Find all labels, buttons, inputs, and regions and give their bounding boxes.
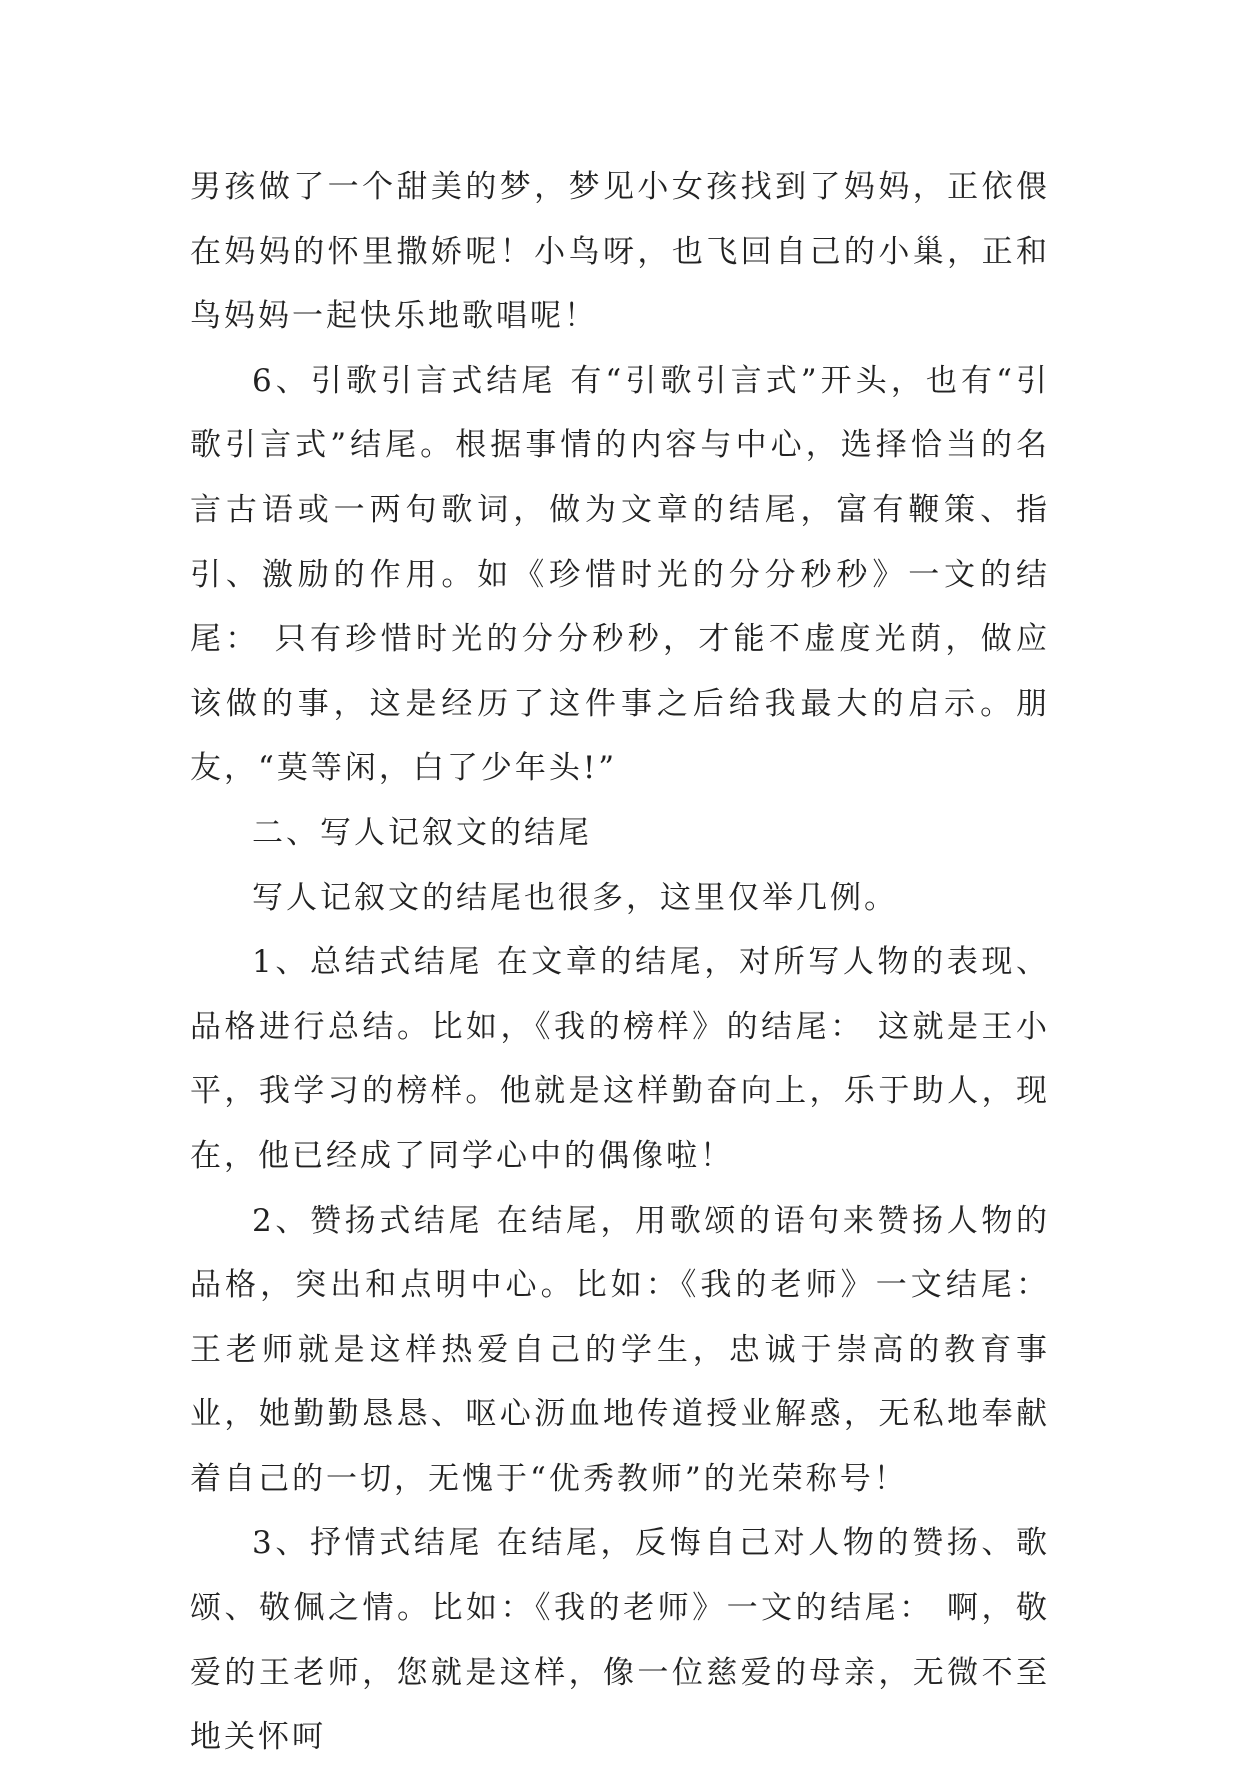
paragraph-continuation: 男孩做了一个甜美的梦，梦见小女孩找到了妈妈，正依偎在妈妈的怀里撒娇呢！小鸟呀，也飞回自己的小巢，正和鸟妈妈一起快乐地歌唱呢！: [190, 169, 1050, 335]
paragraph-intro: 写人记叙文的结尾也很多，这里仅举几例。: [252, 879, 898, 916]
paragraph-praise-ending: 2、赞扬式结尾 在结尾，用歌颂的语句来赞扬人物的品格，突出和点明中心。比如：《我的老师》一文结尾： 王老师就是这样热爱自己的学生，忠诚于崇高的教育事业，她勤勤恳恳、呕心沥血地传道授业解惑，无私地奉献着自己的一切，无愧于“优秀教师”的光荣称号！: [190, 1202, 1050, 1497]
document-body: [190, 155, 1050, 1770]
paragraph-quote-ending: 6、引歌引言式结尾 有“引歌引言式”开头，也有“引歌引言式”结尾。根据事情的内容与中心，选择恰当的名言古语或一两句歌词，做为文章的结尾，富有鞭策、指引、激励的作用。如《珍惜时光的分分秒秒》一文的结尾： 只有珍惜时光的分分秒秒，才能不虚度光荫，做应该做的事，这是经历了这件事之后给我最大的启示。朋友，“莫等闲，白了少年头!”: [190, 362, 1050, 787]
section-heading: 二、写人记叙文的结尾: [252, 814, 592, 851]
paragraph-lyrical-ending: 3、抒情式结尾 在结尾，反悔自己对人物的赞扬、歌颂、敬佩之情。比如：《我的老师》一文的结尾： 啊，敬爱的王老师，您就是这样，像一位慈爱的母亲，无微不至地关怀呵: [190, 1525, 1050, 1756]
paragraph-summary-ending: 1、总结式结尾 在文章的结尾，对所写人物的表现、品格进行总结。比如，《我的榜样》的结尾： 这就是王小平，我学习的榜样。他就是这样勤奋向上，乐于助人，现在，他已经成了同学心中的偶像啦！: [190, 944, 1050, 1174]
